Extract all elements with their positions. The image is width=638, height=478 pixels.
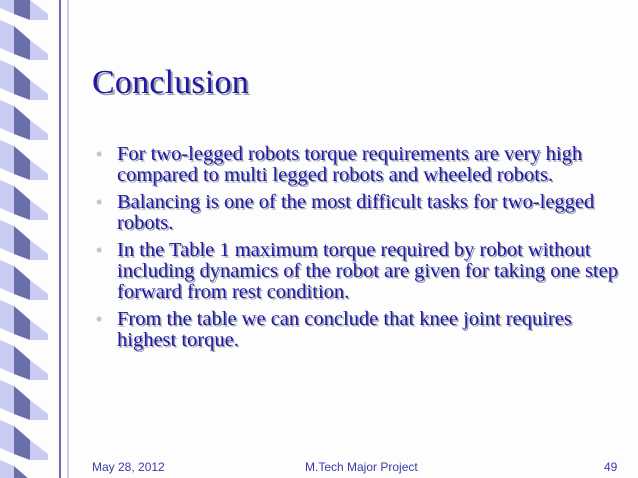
strip-segment: [0, 300, 14, 334]
slide-title: Conclusion: [92, 64, 249, 101]
footer-page-number: 49: [604, 460, 618, 474]
strip-segment: [0, 340, 14, 374]
decorative-left-strip: [0, 0, 72, 478]
bullet-list: [96, 144, 626, 357]
bullet-icon: •: [96, 192, 103, 212]
bullet-text: From the table we can conclude that knee joint requires highest torque.: [117, 308, 572, 351]
footer-title: M.Tech Major Project: [305, 460, 418, 474]
footer-date: May 28, 2012: [92, 460, 165, 474]
bullet-item: [96, 240, 626, 303]
bullet-icon: •: [96, 309, 103, 329]
bullet-text: Balancing is one of the most difficult tasks for two-legged robots.: [117, 191, 595, 234]
strip-segment: [0, 180, 14, 214]
bullet-item: [96, 309, 626, 351]
bullet-text: For two-legged robots torque requirements are very high compared to multi legged robots and wheeled robots.: [117, 143, 583, 186]
strip-segment: [0, 260, 14, 294]
bullet-icon: •: [96, 144, 103, 164]
bullet-item: [96, 192, 626, 234]
strip-segment: [0, 220, 14, 254]
bullet-icon: •: [96, 240, 103, 260]
strip-segment: [0, 140, 14, 174]
strip-segment: [0, 380, 14, 414]
bullet-item: [96, 144, 626, 186]
strip-segment: [0, 420, 14, 454]
bullet-text: In the Table 1 maximum torque required by robot without including dynamics of the robot are given for taking one step forward from rest condition.: [117, 239, 618, 303]
